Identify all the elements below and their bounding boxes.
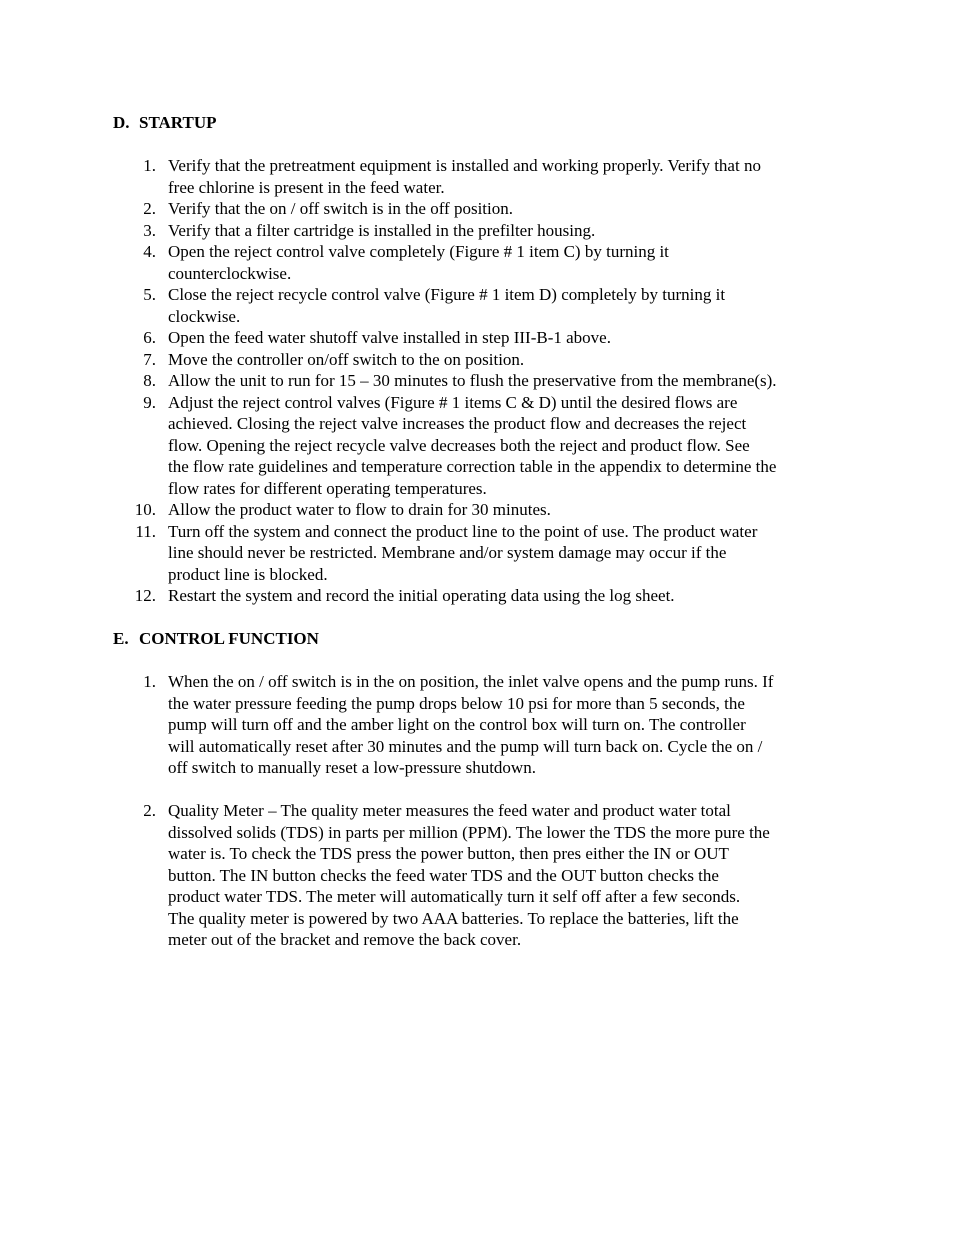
startup-step [130,392,850,500]
startup-step [130,284,850,327]
startup-step [130,499,850,521]
list-item-text: Verify that the pretreatment equipment is installed and working properly. Verify that no free chlorine is present in the feed water. [168,156,761,197]
list-item-number: 10. [134,500,156,519]
startup-step [130,220,850,242]
section-e-title: CONTROL FUNCTION [139,629,319,648]
startup-step [130,198,850,220]
list-item-text: Allow the unit to run for 15 – 30 minutes to flush the preservative from the membrane(s). [168,371,777,390]
startup-step [130,327,850,349]
startup-step [130,370,850,392]
list-item-text: Adjust the reject control valves (Figure # 1 items C & D) until the desired flows are achieved. Closing the reject valve increases the product flow and decreases the reject flow. Opening the reject recycle valve decreases both the reject and product flow. See the flow rate guidelines and temperature correction table in the appendix to determine the flow rates for different operating temperatures. [168,392,777,498]
startup-step [130,521,850,586]
list-item-text: Allow the product water to flow to drain for 30 minutes. [168,500,551,519]
list-item-number: 12. [134,586,156,605]
list-item-text: Open the reject control valve completely (Figure # 1 item C) by turning it counterclockwise. [168,242,669,283]
startup-step [130,241,850,284]
section-e-letter: E. [113,629,129,648]
list-item-text: Restart the system and record the initial operating data using the log sheet. [168,586,675,605]
list-item-text: Quality Meter – The quality meter measures the feed water and product water total dissolved solids (TDS) in parts per million (PPM). The lower the TDS the more pure the water is. To check the TDS press the power button, then pres either the IN or OUT button. The IN button checks the feed water TDS and the OUT button checks the product water TDS. The meter will automatically turn it self off after a few seconds. The quality meter is powered by two AAA batteries. To replace the batteries, lift the meter out of the bracket and remove the back cover. [168,801,770,949]
startup-step [130,155,850,198]
list-item-number: 3. [143,220,156,240]
list-item-text: Verify that the on / off switch is in the off position. [168,199,513,218]
list-item-text: Verify that a filter cartridge is installed in the prefilter housing. [168,220,596,240]
list-item-number: 11. [135,521,156,541]
startup-step [130,585,850,607]
list-item-number: 9. [143,392,156,412]
section-d-heading [113,112,217,134]
list-item-text: Turn off the system and connect the product line to the point of use. The product water line should never be restricted. Membrane and/or system damage may occur if the product line is blocked. [168,521,758,584]
startup-step [130,349,850,371]
list-item-number: 8. [143,371,156,390]
control-function-list [130,671,850,951]
section-d-letter: D. [113,113,130,132]
list-item-text: Move the controller on/off switch to the on position. [168,349,525,369]
list-item-number: 2. [143,199,156,218]
list-item-text: When the on / off switch is in the on position, the inlet valve opens and the pump runs. If the water pressure feeding the pump drops below 10 psi for more than 5 seconds, the pump will turn off and the amber light on the control box will turn on. The controller will automatically reset after 30 minutes and the pump will turn back on. Cycle the on / off switch to manually reset a low-pressure shutdown. [168,672,774,777]
list-item-number: 6. [143,328,156,347]
list-item-number: 2. [143,801,156,820]
list-item-number: 1. [143,672,156,691]
list-item-number: 1. [143,156,156,175]
control-function-item [130,800,850,951]
list-item-number: 5. [143,285,156,304]
control-function-item [130,671,850,779]
list-item-number: 4. [143,242,156,261]
list-item-text: Open the feed water shutoff valve installed in step III-B-1 above. [168,328,611,347]
list-item-text: Close the reject recycle control valve (Figure # 1 item D) completely by turning it clockwise. [168,285,726,326]
section-e-heading [113,628,319,650]
section-d-title: STARTUP [139,113,217,132]
startup-steps-list [130,155,850,607]
list-item-number: 7. [143,349,156,369]
